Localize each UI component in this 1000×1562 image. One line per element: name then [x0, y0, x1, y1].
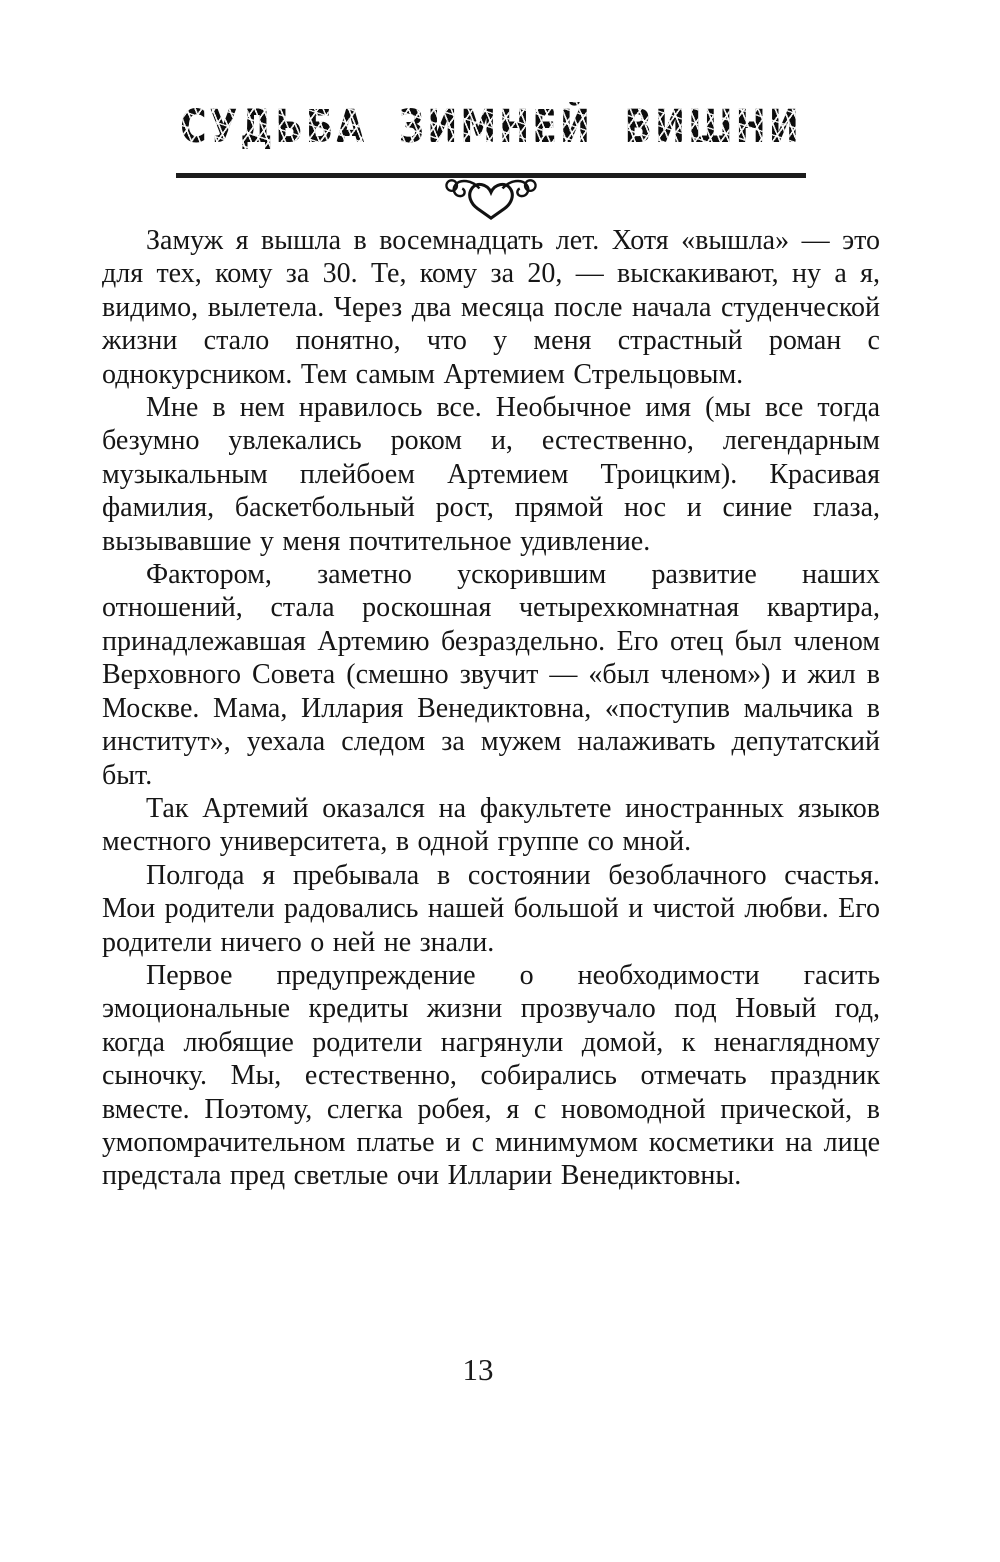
paragraph: Мне в нем нравилось все. Необычное имя (мы все тогда безумно увлекались роком и, естественно, легендарным музыкальным плейбоем Артемием Троицким). Красивая фамилия, баскетбольный рост, прямой нос и синие глаза, вызывавшие у меня почтительное удивление.: [102, 392, 880, 557]
body-text: [102, 224, 880, 1193]
paragraph: Так Артемий оказался на факультете иностранных языков местного университета, в одной группе со мной.: [102, 792, 880, 858]
page-number: 13: [462, 1352, 494, 1387]
divider-rule: [176, 173, 806, 178]
paragraph: Замуж я вышла в восемнадцать лет. Хотя «вышла» — это для тех, кому за 30. Те, кому за 20, — выскакивают, ну а я, видимо, вылетела. Через два месяца после начала студенческой жизни стало понятно, что у меня страстный роман с однокурсником. Тем самым Артемием Стрельцовым.: [102, 225, 880, 390]
chapter-title: СУДЬБА ЗИМНЕЙ ВИШНИ: [180, 101, 802, 153]
page-content: [102, 0, 880, 1193]
paragraph: Первое предупреждение о необходимости гасить эмоциональные кредиты жизни прозвучало под Новый год, когда любящие родители нагрянули домой, к ненаглядному сыночку. Мы, естественно, собирались отмечать праздник вместе. Поэтому, слегка робея, я с новомодной прической, в умопомрачительном платье и с минимумом косметики на лице предстала пред светлые очи Илларии Венедиктовны.: [102, 959, 880, 1192]
paragraph: Полгода я пребывала в состоянии безоблачного счастья. Мои родители радовались нашей большой и чистой любви. Его родители ничего о ней не знали.: [102, 859, 880, 958]
heart-flourish-icon: [443, 176, 539, 222]
chapter-header: [102, 0, 880, 178]
paragraph: Фактором, заметно ускорившим развитие наших отношений, стала роскошная четырехкомнатная квартира, принадлежавшая Артемию безраздельно. Его отец был членом Верховного Совета (смешно звучит — «был членом») и жил в Москве. Мама, Иллария Венедиктовна, «поступив мальчика в институт», уехала следом за мужем налаживать депутатский быт.: [102, 559, 880, 791]
